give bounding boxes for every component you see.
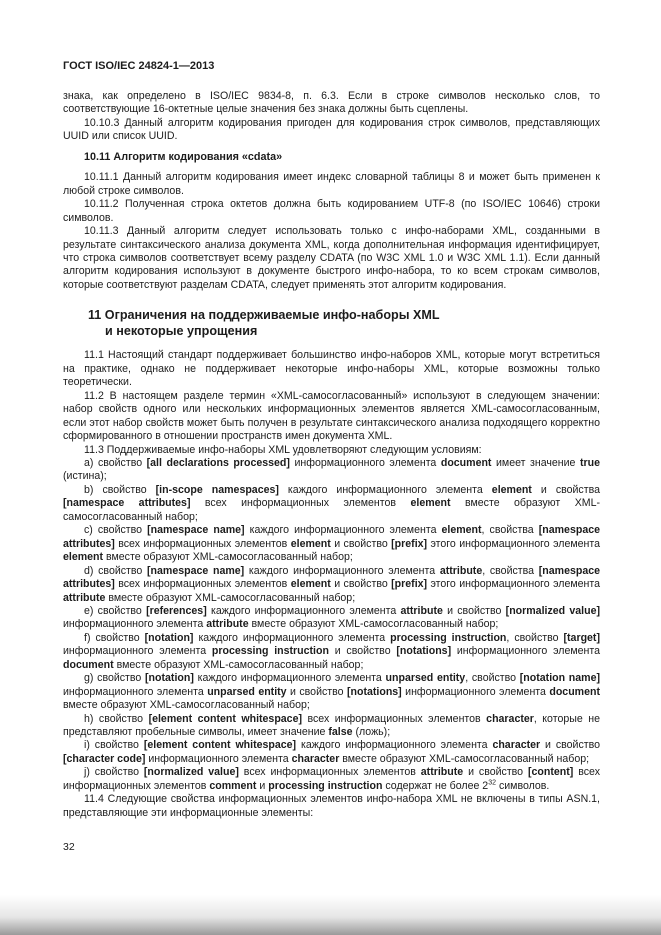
text-run: всех информационных элементов (114, 537, 291, 550)
text-run: и свойство (540, 739, 601, 752)
text-run: j) свойство (84, 766, 144, 779)
text-run: [namespace attributes] (63, 524, 600, 550)
paragraph (63, 793, 600, 820)
text-run: 11.4 Следующие свойства информационных элементов инфо-набора XML не включены в типы ASN.1, представляющие эти информационные элементы: (63, 793, 600, 819)
text-run: processing instruction (390, 631, 507, 644)
text-run: и свойства (531, 483, 600, 496)
text-run: [notation] (144, 631, 194, 644)
text-run: всех информационных элементов (238, 766, 421, 779)
text-run: element (63, 551, 104, 564)
paragraph (63, 390, 600, 444)
text-run: [notation] (145, 672, 194, 685)
text-run: b) свойство (84, 483, 156, 496)
text-run: [element content whitespace] (148, 712, 302, 725)
text-run: и свойство (463, 766, 528, 779)
paragraph (63, 565, 600, 605)
text-run: 10.11.2 Полученная строка октетов должна быть кодированием UTF-8 (по ISO/IEC 10646) строки символов. (63, 198, 600, 224)
text-run: c) свойство (84, 524, 148, 537)
text-run: , свойства (482, 564, 539, 577)
paragraph (63, 90, 600, 117)
text-run: каждого информационного элемента (244, 524, 442, 537)
text-run: и свойство (330, 578, 392, 591)
paragraph (63, 672, 600, 712)
paragraph (63, 117, 600, 144)
text-run: всех информационных элементов (114, 578, 291, 591)
text-run: вместе образуют XML-самосогласованный набор; (105, 591, 356, 604)
paragraph (63, 739, 600, 766)
text-run: [content] (528, 766, 574, 779)
paragraph (63, 524, 600, 564)
page-number: 32 (63, 841, 75, 853)
text-run: и некоторые упрощения (105, 324, 258, 339)
text-run: каждого информационного элемента (244, 564, 440, 577)
text-run: attribute (420, 766, 464, 779)
text-run: всех информационных элементов (190, 497, 411, 510)
text-run: информационного элемента (145, 752, 292, 765)
text-run: [notation name] (519, 672, 601, 685)
text-run: element (410, 497, 451, 510)
text-run: element (491, 483, 532, 496)
text-run: [notations] (396, 645, 452, 658)
text-run: 32 (488, 779, 496, 787)
text-run: вместе образуют XML-самосогласованный набор; (63, 699, 310, 712)
paragraph (63, 766, 600, 793)
text-run: comment (209, 779, 257, 792)
text-run: [namespace name] (147, 564, 245, 577)
paragraph (63, 484, 600, 524)
text-run: character (486, 712, 534, 725)
page-bottom-shadow (0, 895, 661, 935)
paragraph (63, 349, 600, 389)
subsection-heading (63, 151, 600, 164)
text-run: 10.11.3 Данный алгоритм следует использовать только с инфо-наборами XML, созданными в результате синтаксического анализа документа XML, когда дополнительная информация идентифицирует, что строка символов соответствует всему разделу CDATA (по W3C XML 1.0 и W3C XML 1.1). Если данный алгоритм кодирования используют в документе быстрого инфо-набора, то ко всем строкам символов, которые соответствуют разделам CDATA, следует применять этот алгоритм кодирования. (63, 225, 600, 291)
text-run: false (328, 726, 353, 739)
text-run: attribute (63, 591, 106, 604)
text-run: и свойство (286, 685, 347, 698)
text-run: attribute (400, 604, 443, 617)
text-run: [all declarations processed] (146, 456, 290, 469)
text-run: содержат не более 2 (382, 779, 489, 792)
text-run: [normalized value] (505, 604, 600, 617)
text-run: [element content whitespace] (143, 739, 297, 752)
text-run: [prefix] (391, 578, 428, 591)
paragraph (63, 605, 600, 632)
text-run: true (579, 456, 600, 469)
text-run: каждого информационного элемента (206, 604, 401, 617)
paragraph (63, 198, 600, 225)
text-run: (ложь); (352, 726, 391, 739)
text-run: всех информационных элементов (302, 712, 487, 725)
text-run: всех информационных элементов (63, 766, 600, 792)
text-run: знака, как определено в ISO/IEC 9834-8, п. 6.3. Если в строке символов несколько слов, то соответствующие 16-октетные целые значения без знака должны быть сцеплены. (63, 90, 600, 116)
text-run: [references] (146, 604, 207, 617)
paragraph (63, 457, 600, 484)
text-run: этого информационного элемента (427, 537, 600, 550)
document-header: ГОСТ ISO/IEC 24824-1—2013 (63, 60, 215, 72)
text-run: unparsed entity (207, 685, 287, 698)
text-run: d) свойство (84, 564, 148, 577)
text-run: символов. (496, 779, 550, 792)
text-run: информационного элемента (401, 685, 550, 698)
text-run: [namespace name] (147, 524, 245, 537)
text-run: , которые не представляют пробельные символы, имеет значение (63, 712, 600, 739)
text-run: 11.3 Поддерживаемые инфо-наборы XML удовлетворяют следующим условиям: (84, 443, 482, 456)
text-run: вместе образуют XML-самосогласованный набор; (113, 658, 364, 671)
text-run: g) свойство (84, 672, 146, 685)
text-run: unparsed entity (385, 672, 466, 685)
text-run: h) свойство (84, 712, 149, 725)
text-run: и (256, 779, 269, 792)
text-run: a) свойство (84, 456, 147, 469)
text-run: каждого информационного элемента (193, 672, 386, 685)
text-run: attribute (206, 618, 249, 631)
text-run: 10.10.3 Данный алгоритм кодирования пригоден для кодирования строк символов, представляющих UUID или список UUID. (63, 116, 600, 143)
text-run: character (291, 752, 340, 765)
text-run: и свойство (328, 645, 397, 658)
text-run: 10.11.1 Данный алгоритм кодирования имеет индекс словарной таблицы 8 и может быть применен к любой строке символов. (63, 171, 600, 197)
text-run: 11 Ограничения на поддерживаемые инфо-наборы XML (88, 308, 440, 323)
text-run: document (549, 685, 600, 698)
text-run: имеет значение (491, 456, 580, 469)
text-run: [namespace attributes] (63, 497, 191, 510)
text-run: [normalized value] (143, 766, 239, 779)
text-run: каждого информационного элемента (296, 739, 493, 752)
text-run: i) свойство (84, 739, 144, 752)
text-run: document (63, 658, 114, 671)
text-run: информационного элемента (451, 645, 601, 658)
text-run: каждого информационного элемента (193, 631, 391, 644)
text-run: информационного элемента (63, 685, 208, 698)
text-run: attribute (439, 564, 483, 577)
text-run: информационного элемента (289, 456, 441, 469)
text-run: каждого информационного элемента (278, 483, 492, 496)
text-run: (истина); (63, 470, 107, 483)
paragraph (63, 171, 600, 198)
text-run: информационного элемента (63, 618, 207, 631)
text-run: [target] (563, 631, 600, 644)
text-run: вместе образуют XML-самосогласованный набор; (248, 618, 499, 631)
text-run: e) свойство (84, 604, 147, 617)
text-run: element (290, 537, 331, 550)
text-run: 10.11 Алгоритм кодирования «cdata» (84, 150, 283, 163)
text-run: , свойство (465, 672, 520, 685)
text-run: вместе образуют XML-самосогласованный набор; (103, 551, 353, 564)
text-run: [in-scope namespaces] (155, 483, 279, 496)
paragraph (63, 444, 600, 457)
text-run: [namespace attributes] (63, 564, 601, 591)
text-run: 11.2 В настоящем разделе термин «XML-самосогласованный» используют в следующем значении: набор свойств одного или нескольких информационных элементов является XML-самосогласованным, если этот набор свойств может быть получен в результате синтаксического анализа подходящего корректно сформированного в отношении пространств имен документа XML. (63, 389, 600, 443)
text-run: [notations] (346, 685, 402, 698)
text-run: и свойство (330, 537, 392, 550)
text-run: , свойство (506, 631, 564, 644)
paragraph (63, 632, 600, 672)
paragraph (63, 713, 600, 740)
text-run: character (492, 739, 541, 752)
text-run: element (441, 524, 482, 537)
text-run: 11.1 Настоящий стандарт поддерживает большинство инфо-наборов XML, которые могут встретиться на практике, однако не поддерживает некоторые инфо-наборы XML, которые возможны только теоретически. (63, 349, 600, 389)
text-run: [prefix] (391, 537, 428, 550)
text-run: и свойство (442, 604, 506, 617)
text-run: вместе образуют XML-самосогласованный набор; (339, 752, 590, 765)
text-run: processing instruction (268, 779, 383, 792)
text-run: element (290, 578, 331, 591)
text-run: информационного элемента (63, 645, 212, 658)
text-run: document (440, 456, 492, 469)
text-run: этого информационного элемента (427, 578, 600, 591)
text-run: [character code] (63, 752, 146, 765)
text-run: вместе образуют XML-самосогласованный набор; (63, 497, 600, 523)
text-run: f) свойство (84, 631, 145, 644)
text-run: , свойства (481, 524, 539, 537)
section-heading (63, 307, 600, 339)
document-content (63, 90, 600, 820)
text-run: processing instruction (211, 645, 329, 658)
paragraph (63, 225, 600, 292)
